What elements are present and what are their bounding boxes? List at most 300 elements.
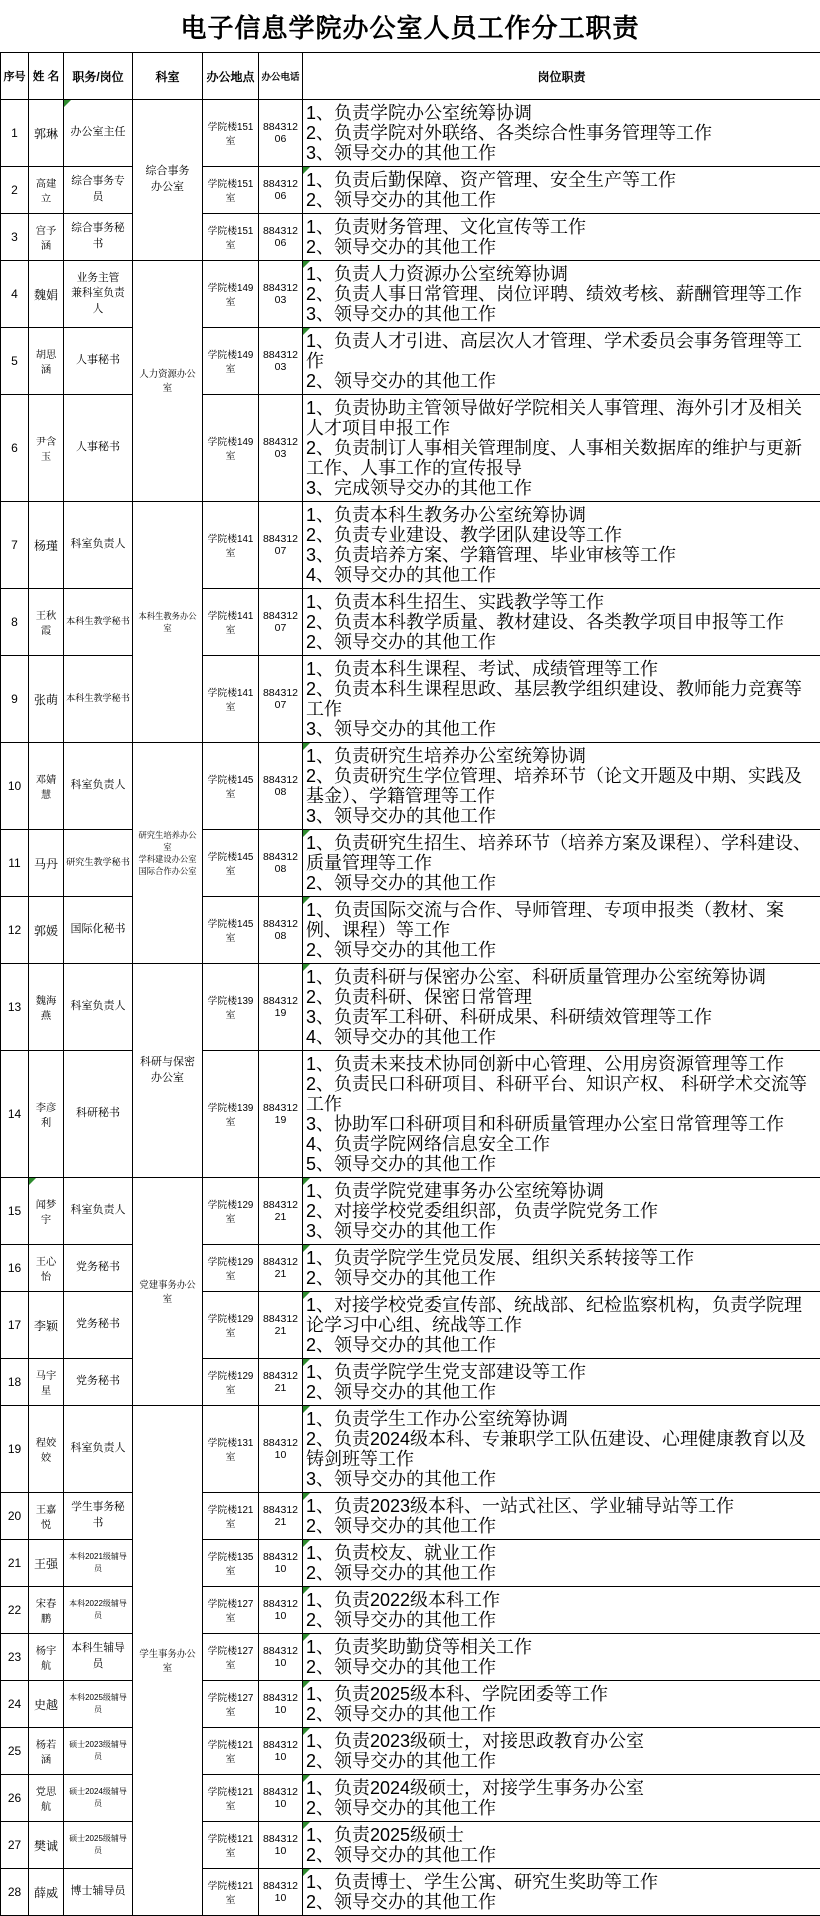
duty-item: 2、领导交办的其他工作 bbox=[306, 1657, 818, 1677]
duty-item: 1、负责学院学生党员发展、组织关系转接等工作 bbox=[306, 1248, 818, 1268]
duty-item: 1、负责本科生课程、考试、成绩管理等工作 bbox=[306, 659, 818, 679]
duty-item: 1、负责本科生招生、实践教学等工作 bbox=[306, 592, 818, 612]
name-cell: 王心怡 bbox=[29, 1245, 64, 1292]
office-cell bbox=[133, 502, 203, 743]
position-label: 综合事务秘书 bbox=[66, 221, 130, 252]
duty-item: 1、负责人力资源办公室统筹协调 bbox=[306, 264, 818, 284]
duty-item: 2、负责民口科研项目、科研平台、知识产权、 科研学术交流等工作 bbox=[306, 1074, 818, 1114]
position-cell bbox=[64, 1822, 133, 1869]
name-cell: 程姣姣 bbox=[29, 1406, 64, 1493]
duties-cell bbox=[303, 897, 820, 964]
name-cell: 胡思涵 bbox=[29, 328, 64, 395]
location-cell: 学院楼145室 bbox=[203, 830, 259, 897]
position-label: 科室负责人 bbox=[66, 999, 130, 1015]
location-cell: 学院楼121室 bbox=[203, 1775, 259, 1822]
position-cell bbox=[64, 1178, 133, 1245]
table-row bbox=[1, 656, 820, 743]
phone-cell: 88431219 bbox=[259, 964, 303, 1051]
table-row bbox=[1, 1493, 820, 1540]
name-cell: 薛威 bbox=[29, 1869, 64, 1916]
row-number-cell: 8 bbox=[1, 589, 29, 656]
row-number-cell: 27 bbox=[1, 1822, 29, 1869]
row-number-cell: 28 bbox=[1, 1869, 29, 1916]
office-label: 办公室 bbox=[135, 180, 200, 196]
row-number-cell: 21 bbox=[1, 1540, 29, 1587]
position-label: 研究生教学秘书 bbox=[66, 856, 130, 869]
duty-item: 2、领导交办的其他工作 bbox=[306, 1610, 818, 1630]
name-cell: 郭琳 bbox=[29, 100, 64, 167]
header-row bbox=[1, 53, 820, 100]
col-header-no: 序号 bbox=[1, 53, 29, 100]
table-row bbox=[1, 1587, 820, 1634]
phone-cell: 88431210 bbox=[259, 1728, 303, 1775]
position-label: 党务秘书 bbox=[66, 1260, 130, 1276]
phone-cell: 88431221 bbox=[259, 1292, 303, 1359]
office-cell bbox=[133, 1178, 203, 1406]
location-cell: 学院楼131室 bbox=[203, 1406, 259, 1493]
row-number-cell: 5 bbox=[1, 328, 29, 395]
duty-item: 2、领导交办的其他工作 bbox=[306, 1892, 818, 1912]
duties-cell bbox=[303, 1292, 820, 1359]
error-indicator-icon bbox=[303, 830, 310, 837]
name-cell: 郭媛 bbox=[29, 897, 64, 964]
phone-cell: 88431221 bbox=[259, 1359, 303, 1406]
name-cell: 杨若涵 bbox=[29, 1728, 64, 1775]
name-cell: 马丹 bbox=[29, 830, 64, 897]
error-indicator-icon bbox=[303, 1540, 310, 1547]
duty-item: 2、领导交办的其他工作 bbox=[306, 1798, 818, 1818]
location-cell: 学院楼121室 bbox=[203, 1728, 259, 1775]
duty-item: 2、领导交办的其他工作 bbox=[306, 1563, 818, 1583]
phone-cell: 88431210 bbox=[259, 1775, 303, 1822]
duty-item: 1、负责后勤保障、资产管理、安全生产等工作 bbox=[306, 170, 818, 190]
phone-cell: 88431219 bbox=[259, 1051, 303, 1178]
position-label: 科研秘书 bbox=[66, 1106, 130, 1122]
duty-item: 3、领导交办的其他工作 bbox=[306, 1469, 818, 1489]
duty-item: 4、领导交办的其他工作 bbox=[306, 565, 818, 585]
duties-cell bbox=[303, 964, 820, 1051]
position-label: 办公室主任 bbox=[66, 125, 130, 141]
duty-item: 3、领导交办的其他工作 bbox=[306, 719, 818, 739]
phone-cell: 88431210 bbox=[259, 1540, 303, 1587]
table-row bbox=[1, 328, 820, 395]
office-label: 学生事务办公室 bbox=[135, 1647, 200, 1674]
duty-item: 2、领导交办的其他工作 bbox=[306, 1845, 818, 1865]
duty-item: 1、负责2023级本科、一站式社区、学业辅导站等工作 bbox=[306, 1496, 818, 1516]
phone-cell: 88431206 bbox=[259, 167, 303, 214]
name-cell: 宋春鹏 bbox=[29, 1587, 64, 1634]
duty-item: 2、对接学校党委组织部，负责学院党务工作 bbox=[306, 1201, 818, 1221]
duty-item: 1、负责2025级硕士 bbox=[306, 1825, 818, 1845]
duty-item: 1、负责2023级硕士，对接思政教育办公室 bbox=[306, 1731, 818, 1751]
phone-cell: 88431210 bbox=[259, 1822, 303, 1869]
phone-cell: 88431210 bbox=[259, 1406, 303, 1493]
duty-item: 1、负责2022级本科工作 bbox=[306, 1590, 818, 1610]
position-label: 硕士2023级辅导员 bbox=[66, 1739, 130, 1762]
name-cell: 张萌 bbox=[29, 656, 64, 743]
name-cell: 魏海燕 bbox=[29, 964, 64, 1051]
duty-item: 2、领导交办的其他工作 bbox=[306, 190, 818, 210]
row-number-cell: 17 bbox=[1, 1292, 29, 1359]
duty-item: 2、领导交办的其他工作 bbox=[306, 873, 818, 893]
duty-item: 2、领导交办的其他工作 bbox=[306, 940, 818, 960]
office-label: 科研与保密 bbox=[135, 1055, 200, 1071]
position-cell bbox=[64, 214, 133, 261]
table-row bbox=[1, 1292, 820, 1359]
position-label: 博士辅导员 bbox=[66, 1884, 130, 1900]
row-number-cell: 4 bbox=[1, 261, 29, 328]
duties-cell bbox=[303, 100, 820, 167]
duty-item: 1、负责学院学生党支部建设等工作 bbox=[306, 1362, 818, 1382]
duty-item: 2、领导交办的其他工作 bbox=[306, 1516, 818, 1536]
duty-item: 3、领导交办的其他工作 bbox=[306, 1221, 818, 1241]
office-cell bbox=[133, 100, 203, 261]
phone-cell: 88431221 bbox=[259, 1245, 303, 1292]
duties-cell bbox=[303, 1178, 820, 1245]
table-row bbox=[1, 830, 820, 897]
error-indicator-icon bbox=[303, 1178, 310, 1185]
table-row bbox=[1, 502, 820, 589]
duty-item: 3、负责培养方案、学籍管理、毕业审核等工作 bbox=[306, 545, 818, 565]
phone-cell: 88431208 bbox=[259, 743, 303, 830]
position-label: 人事秘书 bbox=[66, 353, 130, 369]
error-indicator-icon bbox=[303, 743, 310, 750]
duties-cell bbox=[303, 1051, 820, 1178]
duty-item: 2、领导交办的其他工作 bbox=[306, 371, 818, 391]
position-label: 党务秘书 bbox=[66, 1317, 130, 1333]
error-indicator-icon bbox=[303, 1292, 310, 1299]
office-cell bbox=[133, 743, 203, 964]
position-label: 本科生辅导员 bbox=[66, 1641, 130, 1672]
row-number-cell: 23 bbox=[1, 1634, 29, 1681]
duty-item: 2、负责学院对外联络、各类综合性事务管理等工作 bbox=[306, 123, 818, 143]
duties-cell bbox=[303, 589, 820, 656]
row-number-cell: 26 bbox=[1, 1775, 29, 1822]
duty-item: 5、领导交办的其他工作 bbox=[306, 1154, 818, 1174]
row-number-cell: 1 bbox=[1, 100, 29, 167]
duty-item: 1、负责协助主管领导做好学院相关人事管理、海外引才及相关人才项目申报工作 bbox=[306, 398, 818, 438]
duties-cell bbox=[303, 1775, 820, 1822]
table-row bbox=[1, 1728, 820, 1775]
table-row bbox=[1, 261, 820, 328]
error-indicator-icon bbox=[303, 1634, 310, 1641]
error-indicator-icon bbox=[303, 1681, 310, 1688]
position-cell bbox=[64, 897, 133, 964]
office-cell bbox=[133, 261, 203, 502]
position-cell bbox=[64, 1406, 133, 1493]
location-cell: 学院楼151室 bbox=[203, 167, 259, 214]
row-number-cell: 14 bbox=[1, 1051, 29, 1178]
staff-duty-table bbox=[0, 52, 820, 1916]
duty-item: 2、领导交办的其他工作 bbox=[306, 1704, 818, 1724]
phone-cell: 88431206 bbox=[259, 214, 303, 261]
duty-item: 1、负责奖助勤贷等相关工作 bbox=[306, 1637, 818, 1657]
position-cell bbox=[64, 261, 133, 328]
duty-item: 2、负责2024级本科、专兼职学工队伍建设、心理健康教育以及铸剑班等工作 bbox=[306, 1429, 818, 1469]
position-cell bbox=[64, 1587, 133, 1634]
table-row bbox=[1, 395, 820, 502]
col-header-phone: 办公电话 bbox=[259, 53, 303, 100]
location-cell: 学院楼151室 bbox=[203, 100, 259, 167]
position-label: 本科2025级辅导员 bbox=[66, 1692, 130, 1715]
office-label: 党建事务办公室 bbox=[135, 1278, 200, 1305]
duties-cell bbox=[303, 1869, 820, 1916]
error-indicator-icon bbox=[29, 1178, 36, 1185]
position-label: 兼科室负责人 bbox=[66, 286, 130, 317]
position-cell bbox=[64, 1493, 133, 1540]
position-cell bbox=[64, 830, 133, 897]
position-label: 综合事务专员 bbox=[66, 174, 130, 205]
duty-item: 3、领导交办的其他工作 bbox=[306, 806, 818, 826]
position-label: 科室负责人 bbox=[66, 537, 130, 553]
phone-cell: 88431207 bbox=[259, 502, 303, 589]
duty-item: 2、负责本科教学质量、教材建设、各类教学项目申报等工作 bbox=[306, 612, 818, 632]
table-row bbox=[1, 100, 820, 167]
row-number-cell: 25 bbox=[1, 1728, 29, 1775]
col-header-office: 科室 bbox=[133, 53, 203, 100]
location-cell: 学院楼145室 bbox=[203, 897, 259, 964]
col-header-position: 职务/岗位 bbox=[64, 53, 133, 100]
error-indicator-icon bbox=[303, 167, 310, 174]
duties-cell bbox=[303, 1587, 820, 1634]
duties-cell bbox=[303, 1493, 820, 1540]
duty-item: 1、负责科研与保密办公室、科研质量管理办公室统筹协调 bbox=[306, 967, 818, 987]
duties-cell bbox=[303, 1822, 820, 1869]
duty-item: 1、负责未来技术协同创新中心管理、公用房资源管理等工作 bbox=[306, 1054, 818, 1074]
duties-cell bbox=[303, 214, 820, 261]
location-cell: 学院楼135室 bbox=[203, 1540, 259, 1587]
row-number-cell: 11 bbox=[1, 830, 29, 897]
duty-item: 1、负责人才引进、高层次人才管理、学术委员会事务管理等工作 bbox=[306, 331, 818, 371]
duties-cell bbox=[303, 395, 820, 502]
phone-cell: 88431203 bbox=[259, 261, 303, 328]
duty-item: 2、领导交办的其他工作 bbox=[306, 1751, 818, 1771]
duty-item: 2、领导交办的其他工作 bbox=[306, 1268, 818, 1288]
name-cell: 高建立 bbox=[29, 167, 64, 214]
office-label: 学科建设办公室 bbox=[135, 853, 200, 865]
location-cell: 学院楼129室 bbox=[203, 1245, 259, 1292]
table-row bbox=[1, 1540, 820, 1587]
phone-cell: 88431206 bbox=[259, 100, 303, 167]
position-label: 人事秘书 bbox=[66, 440, 130, 456]
error-indicator-icon bbox=[303, 1822, 310, 1829]
position-label: 本科生教学秘书 bbox=[66, 615, 130, 628]
duty-item: 2、负责研究生学位管理、培养环节（论文开题及中期、实践及基金）、学籍管理等工作 bbox=[306, 766, 818, 806]
table-row bbox=[1, 1634, 820, 1681]
page-title: 电子信息学院办公室人员工作分工职责 bbox=[0, 0, 820, 52]
duties-cell bbox=[303, 830, 820, 897]
duty-item: 1、负责国际交流与合作、导师管理、专项申报类（教材、案例、课程）等工作 bbox=[306, 900, 818, 940]
position-label: 本科2022级辅导员 bbox=[66, 1598, 130, 1621]
position-label: 本科2021级辅导员 bbox=[66, 1551, 130, 1574]
phone-cell: 88431221 bbox=[259, 1178, 303, 1245]
name-cell: 邓婧慧 bbox=[29, 743, 64, 830]
position-label: 本科生教学秘书 bbox=[66, 692, 130, 705]
duty-item: 2、领导交办的其他工作 bbox=[306, 1335, 818, 1355]
phone-cell: 88431208 bbox=[259, 830, 303, 897]
phone-cell: 88431208 bbox=[259, 897, 303, 964]
duties-cell bbox=[303, 1634, 820, 1681]
row-number-cell: 16 bbox=[1, 1245, 29, 1292]
duty-item: 2、负责科研、保密日常管理 bbox=[306, 987, 818, 1007]
position-cell bbox=[64, 1245, 133, 1292]
duty-item: 3、协助军口科研项目和科研质量管理办公室日常管理等工作 bbox=[306, 1114, 818, 1134]
row-number-cell: 9 bbox=[1, 656, 29, 743]
position-cell bbox=[64, 100, 133, 167]
position-cell bbox=[64, 1634, 133, 1681]
office-label: 本科生教务办公室 bbox=[135, 610, 200, 634]
duties-cell bbox=[303, 167, 820, 214]
duty-item: 1、负责2024级硕士，对接学生事务办公室 bbox=[306, 1778, 818, 1798]
location-cell: 学院楼151室 bbox=[203, 214, 259, 261]
position-cell bbox=[64, 502, 133, 589]
location-cell: 学院楼121室 bbox=[203, 1822, 259, 1869]
error-indicator-icon bbox=[303, 1245, 310, 1252]
col-header-location: 办公地点 bbox=[203, 53, 259, 100]
error-indicator-icon bbox=[303, 328, 310, 335]
duty-item: 1、负责研究生培养办公室统筹协调 bbox=[306, 746, 818, 766]
duty-item: 1、负责博士、学生公寓、研究生奖助等工作 bbox=[306, 1872, 818, 1892]
name-cell: 尹含玉 bbox=[29, 395, 64, 502]
table-row bbox=[1, 589, 820, 656]
position-label: 业务主管 bbox=[66, 271, 130, 287]
table-row bbox=[1, 897, 820, 964]
position-cell bbox=[64, 1051, 133, 1178]
office-label: 研究生培养办公室 bbox=[135, 829, 200, 853]
row-number-cell: 22 bbox=[1, 1587, 29, 1634]
row-number-cell: 6 bbox=[1, 395, 29, 502]
office-label: 国际合作办公室 bbox=[135, 865, 200, 877]
name-cell: 李颖 bbox=[29, 1292, 64, 1359]
position-label: 硕士2024级辅导员 bbox=[66, 1786, 130, 1809]
duty-item: 1、负责学院党建事务办公室统筹协调 bbox=[306, 1181, 818, 1201]
location-cell: 学院楼149室 bbox=[203, 395, 259, 502]
duties-cell bbox=[303, 261, 820, 328]
position-label: 国际化秘书 bbox=[66, 922, 130, 938]
table-row bbox=[1, 1051, 820, 1178]
office-label: 人力资源办公室 bbox=[135, 367, 200, 394]
location-cell: 学院楼121室 bbox=[203, 1869, 259, 1916]
row-number-cell: 10 bbox=[1, 743, 29, 830]
duty-item: 1、负责学生工作办公室统筹协调 bbox=[306, 1409, 818, 1429]
error-indicator-icon bbox=[303, 261, 310, 268]
position-cell bbox=[64, 1728, 133, 1775]
name-cell: 王秋霞 bbox=[29, 589, 64, 656]
error-indicator-icon bbox=[303, 1869, 310, 1876]
duties-cell bbox=[303, 328, 820, 395]
row-number-cell: 24 bbox=[1, 1681, 29, 1728]
phone-cell: 88431210 bbox=[259, 1681, 303, 1728]
location-cell: 学院楼127室 bbox=[203, 1681, 259, 1728]
duties-cell bbox=[303, 1245, 820, 1292]
error-indicator-icon bbox=[303, 964, 310, 971]
table-row bbox=[1, 1775, 820, 1822]
position-cell bbox=[64, 589, 133, 656]
duty-item: 3、负责军工科研、科研成果、科研绩效管理等工作 bbox=[306, 1007, 818, 1027]
location-cell: 学院楼129室 bbox=[203, 1292, 259, 1359]
office-cell bbox=[133, 964, 203, 1178]
duties-cell bbox=[303, 1540, 820, 1587]
col-header-duties: 岗位职责 bbox=[303, 53, 820, 100]
error-indicator-icon bbox=[303, 1775, 310, 1782]
position-cell bbox=[64, 395, 133, 502]
table-row bbox=[1, 1359, 820, 1406]
error-indicator-icon bbox=[303, 1406, 310, 1413]
name-cell: 杨宇航 bbox=[29, 1634, 64, 1681]
position-cell bbox=[64, 1359, 133, 1406]
row-number-cell: 3 bbox=[1, 214, 29, 261]
position-cell bbox=[64, 328, 133, 395]
table-row bbox=[1, 214, 820, 261]
table-row bbox=[1, 1245, 820, 1292]
office-label: 综合事务 bbox=[135, 164, 200, 180]
location-cell: 学院楼121室 bbox=[203, 1493, 259, 1540]
location-cell: 学院楼141室 bbox=[203, 656, 259, 743]
row-number-cell: 19 bbox=[1, 1406, 29, 1493]
table-row bbox=[1, 1681, 820, 1728]
position-label: 科室负责人 bbox=[66, 1203, 130, 1219]
duties-cell bbox=[303, 743, 820, 830]
position-cell bbox=[64, 167, 133, 214]
location-cell: 学院楼139室 bbox=[203, 1051, 259, 1178]
duty-item: 1、负责本科生教务办公室统筹协调 bbox=[306, 505, 818, 525]
name-cell: 闻梦宇 bbox=[29, 1178, 64, 1245]
location-cell: 学院楼141室 bbox=[203, 502, 259, 589]
table-row bbox=[1, 743, 820, 830]
duties-cell bbox=[303, 656, 820, 743]
phone-cell: 88431210 bbox=[259, 1634, 303, 1681]
row-number-cell: 7 bbox=[1, 502, 29, 589]
duty-item: 2、负责制订人事相关管理制度、人事相关数据库的维护与更新工作、人事工作的宣传报导 bbox=[306, 438, 818, 478]
row-number-cell: 20 bbox=[1, 1493, 29, 1540]
duty-item: 1、负责财务管理、文化宣传等工作 bbox=[306, 217, 818, 237]
office-label: 办公室 bbox=[135, 1071, 200, 1087]
row-number-cell: 12 bbox=[1, 897, 29, 964]
row-number-cell: 13 bbox=[1, 964, 29, 1051]
error-indicator-icon bbox=[64, 100, 71, 107]
location-cell: 学院楼149室 bbox=[203, 328, 259, 395]
phone-cell: 88431221 bbox=[259, 1493, 303, 1540]
name-cell: 史越 bbox=[29, 1681, 64, 1728]
table-row bbox=[1, 964, 820, 1051]
table-row bbox=[1, 1822, 820, 1869]
table-row bbox=[1, 1178, 820, 1245]
duty-item: 2、领导交办的其他工作 bbox=[306, 1382, 818, 1402]
duties-cell bbox=[303, 502, 820, 589]
phone-cell: 88431210 bbox=[259, 1869, 303, 1916]
name-cell: 党思航 bbox=[29, 1775, 64, 1822]
duties-cell bbox=[303, 1681, 820, 1728]
position-cell bbox=[64, 1540, 133, 1587]
position-cell bbox=[64, 1775, 133, 1822]
duty-item: 2、领导交办的其他工作 bbox=[306, 237, 818, 257]
position-label: 科室负责人 bbox=[66, 1441, 130, 1457]
position-label: 党务秘书 bbox=[66, 1374, 130, 1390]
duties-cell bbox=[303, 1406, 820, 1493]
location-cell: 学院楼139室 bbox=[203, 964, 259, 1051]
duties-cell bbox=[303, 1728, 820, 1775]
duty-item: 4、负责学院网络信息安全工作 bbox=[306, 1134, 818, 1154]
phone-cell: 88431207 bbox=[259, 656, 303, 743]
error-indicator-icon bbox=[303, 1359, 310, 1366]
duty-item: 2、负责专业建设、教学团队建设等工作 bbox=[306, 525, 818, 545]
position-cell bbox=[64, 1292, 133, 1359]
position-cell bbox=[64, 656, 133, 743]
name-cell: 宫予涵 bbox=[29, 214, 64, 261]
duty-item: 3、完成领导交办的其他工作 bbox=[306, 478, 818, 498]
row-number-cell: 18 bbox=[1, 1359, 29, 1406]
name-cell: 李彦利 bbox=[29, 1051, 64, 1178]
